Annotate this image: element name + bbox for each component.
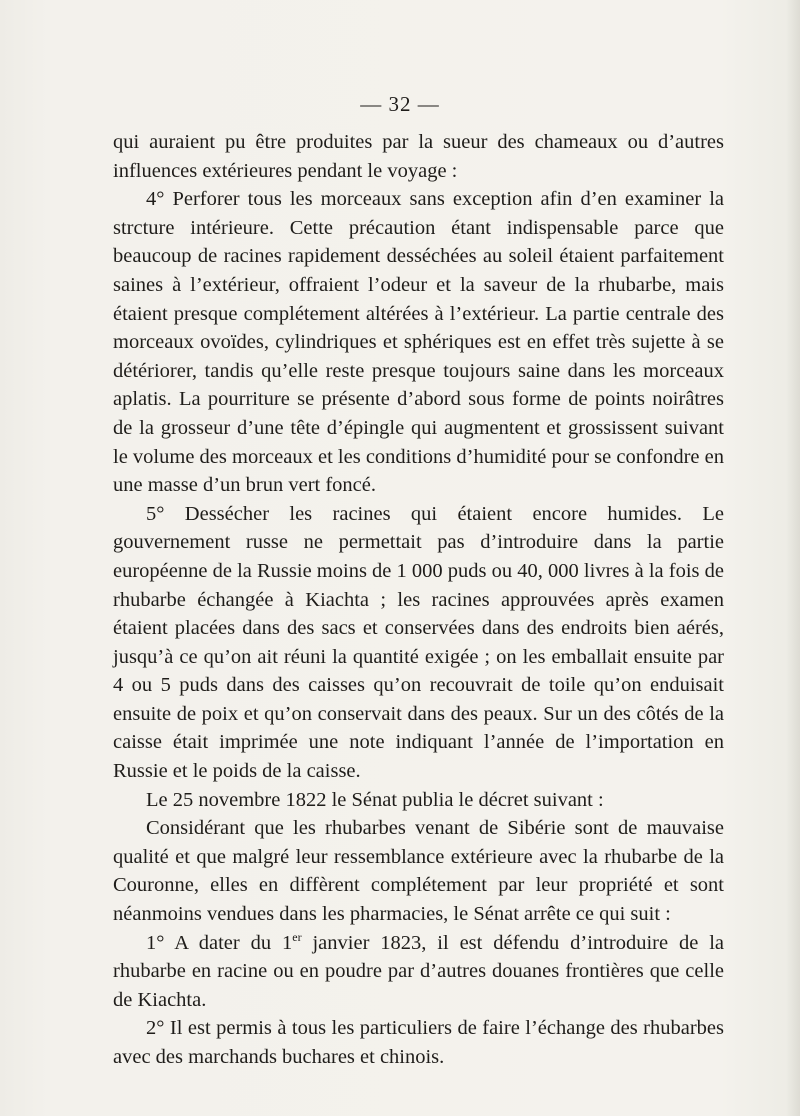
paragraph-item-4: 4° Perforer tous les morceaux sans exception afin d’en examiner la strcture intérieure. Cette précaution étant indispensable parce que beaucoup de racines rapidement desséchées au soleil étaient parfaitement saines à l’extérieur, offraient l’odeur et la saveur de la rhubarbe, mais étaient presque complétement altérées à l’extérieur. La partie centrale des morceaux ovoïdes, cylindriques et sphériques est en effet très sujette à se détériorer, tandis qu’elle reste presque toujours saine dans les morceaux aplatis. La pourriture se présente d’abord sous forme de points noirâtres de la grosseur d’une tête d’épingle qui augmentent et grossissent suivant le volume des morceaux et les conditions d’humidité pour se confondre en une masse d’un brun vert foncé. — [113, 188, 724, 497]
paragraph-item-5: 5° Dessécher les racines qui étaient encore humides. Le gouvernement russe ne permettait pas d’introduire dans la partie européenne de la Russie moins de 1 000 puds ou 40, 000 livres à la fois de rhubarbe échangée à Kiachta ; les racines approuvées après examen étaient placées dans des sacs et conservées dans des endroits bien aérés, jusqu’à ce qu’on ait réuni la quantité exigée ; on les emballait ensuite par 4 ou 5 puds dans des caisses qu’on recouvrait de toile qu’on enduisait ensuite de poix et qu’on conservait dans des peaux. Sur un des côtés de la caisse était imprimée une note indiquant l’année de l’importation en Russie et le poids de la caisse. — [113, 502, 724, 783]
body-text — [113, 128, 724, 1072]
page-edge-shadow — [786, 0, 800, 1116]
paragraph-decree-article-1 — [113, 929, 724, 1015]
paragraph-continuation: qui auraient pu être produites par la sueur des chameaux ou d’autres influences extérieures pendant le voyage : — [113, 131, 724, 182]
ordinal-suffix: er — [292, 929, 302, 944]
article-1-rest: janvier 1823, il est défendu d’introduire de la rhubarbe en racine ou en poudre par d’autres douanes frontières que celle de Kiachta. — [113, 931, 724, 1011]
paragraph-decree-preamble: Considérant que les rhubarbes venant de Sibérie sont de mauvaise qualité et que malgré leur ressemblance extérieure avec la rhubarbe de la Couronne, elles en diffèrent complétement par leur propriété et sont néanmoins vendues dans les pharmacies, le Sénat arrête ce qui suit : — [113, 817, 724, 926]
paragraph-decree-intro: Le 25 novembre 1822 le Sénat publia le décret suivant : — [146, 788, 604, 811]
article-1-start: 1° A dater du 1 — [146, 931, 293, 954]
page-number: — 32 — — [360, 92, 440, 116]
paragraph-decree-article-2: 2° Il est permis à tous les particuliers de faire l’échange des rhubarbes avec des marchands buchares et chinois. — [113, 1017, 724, 1068]
